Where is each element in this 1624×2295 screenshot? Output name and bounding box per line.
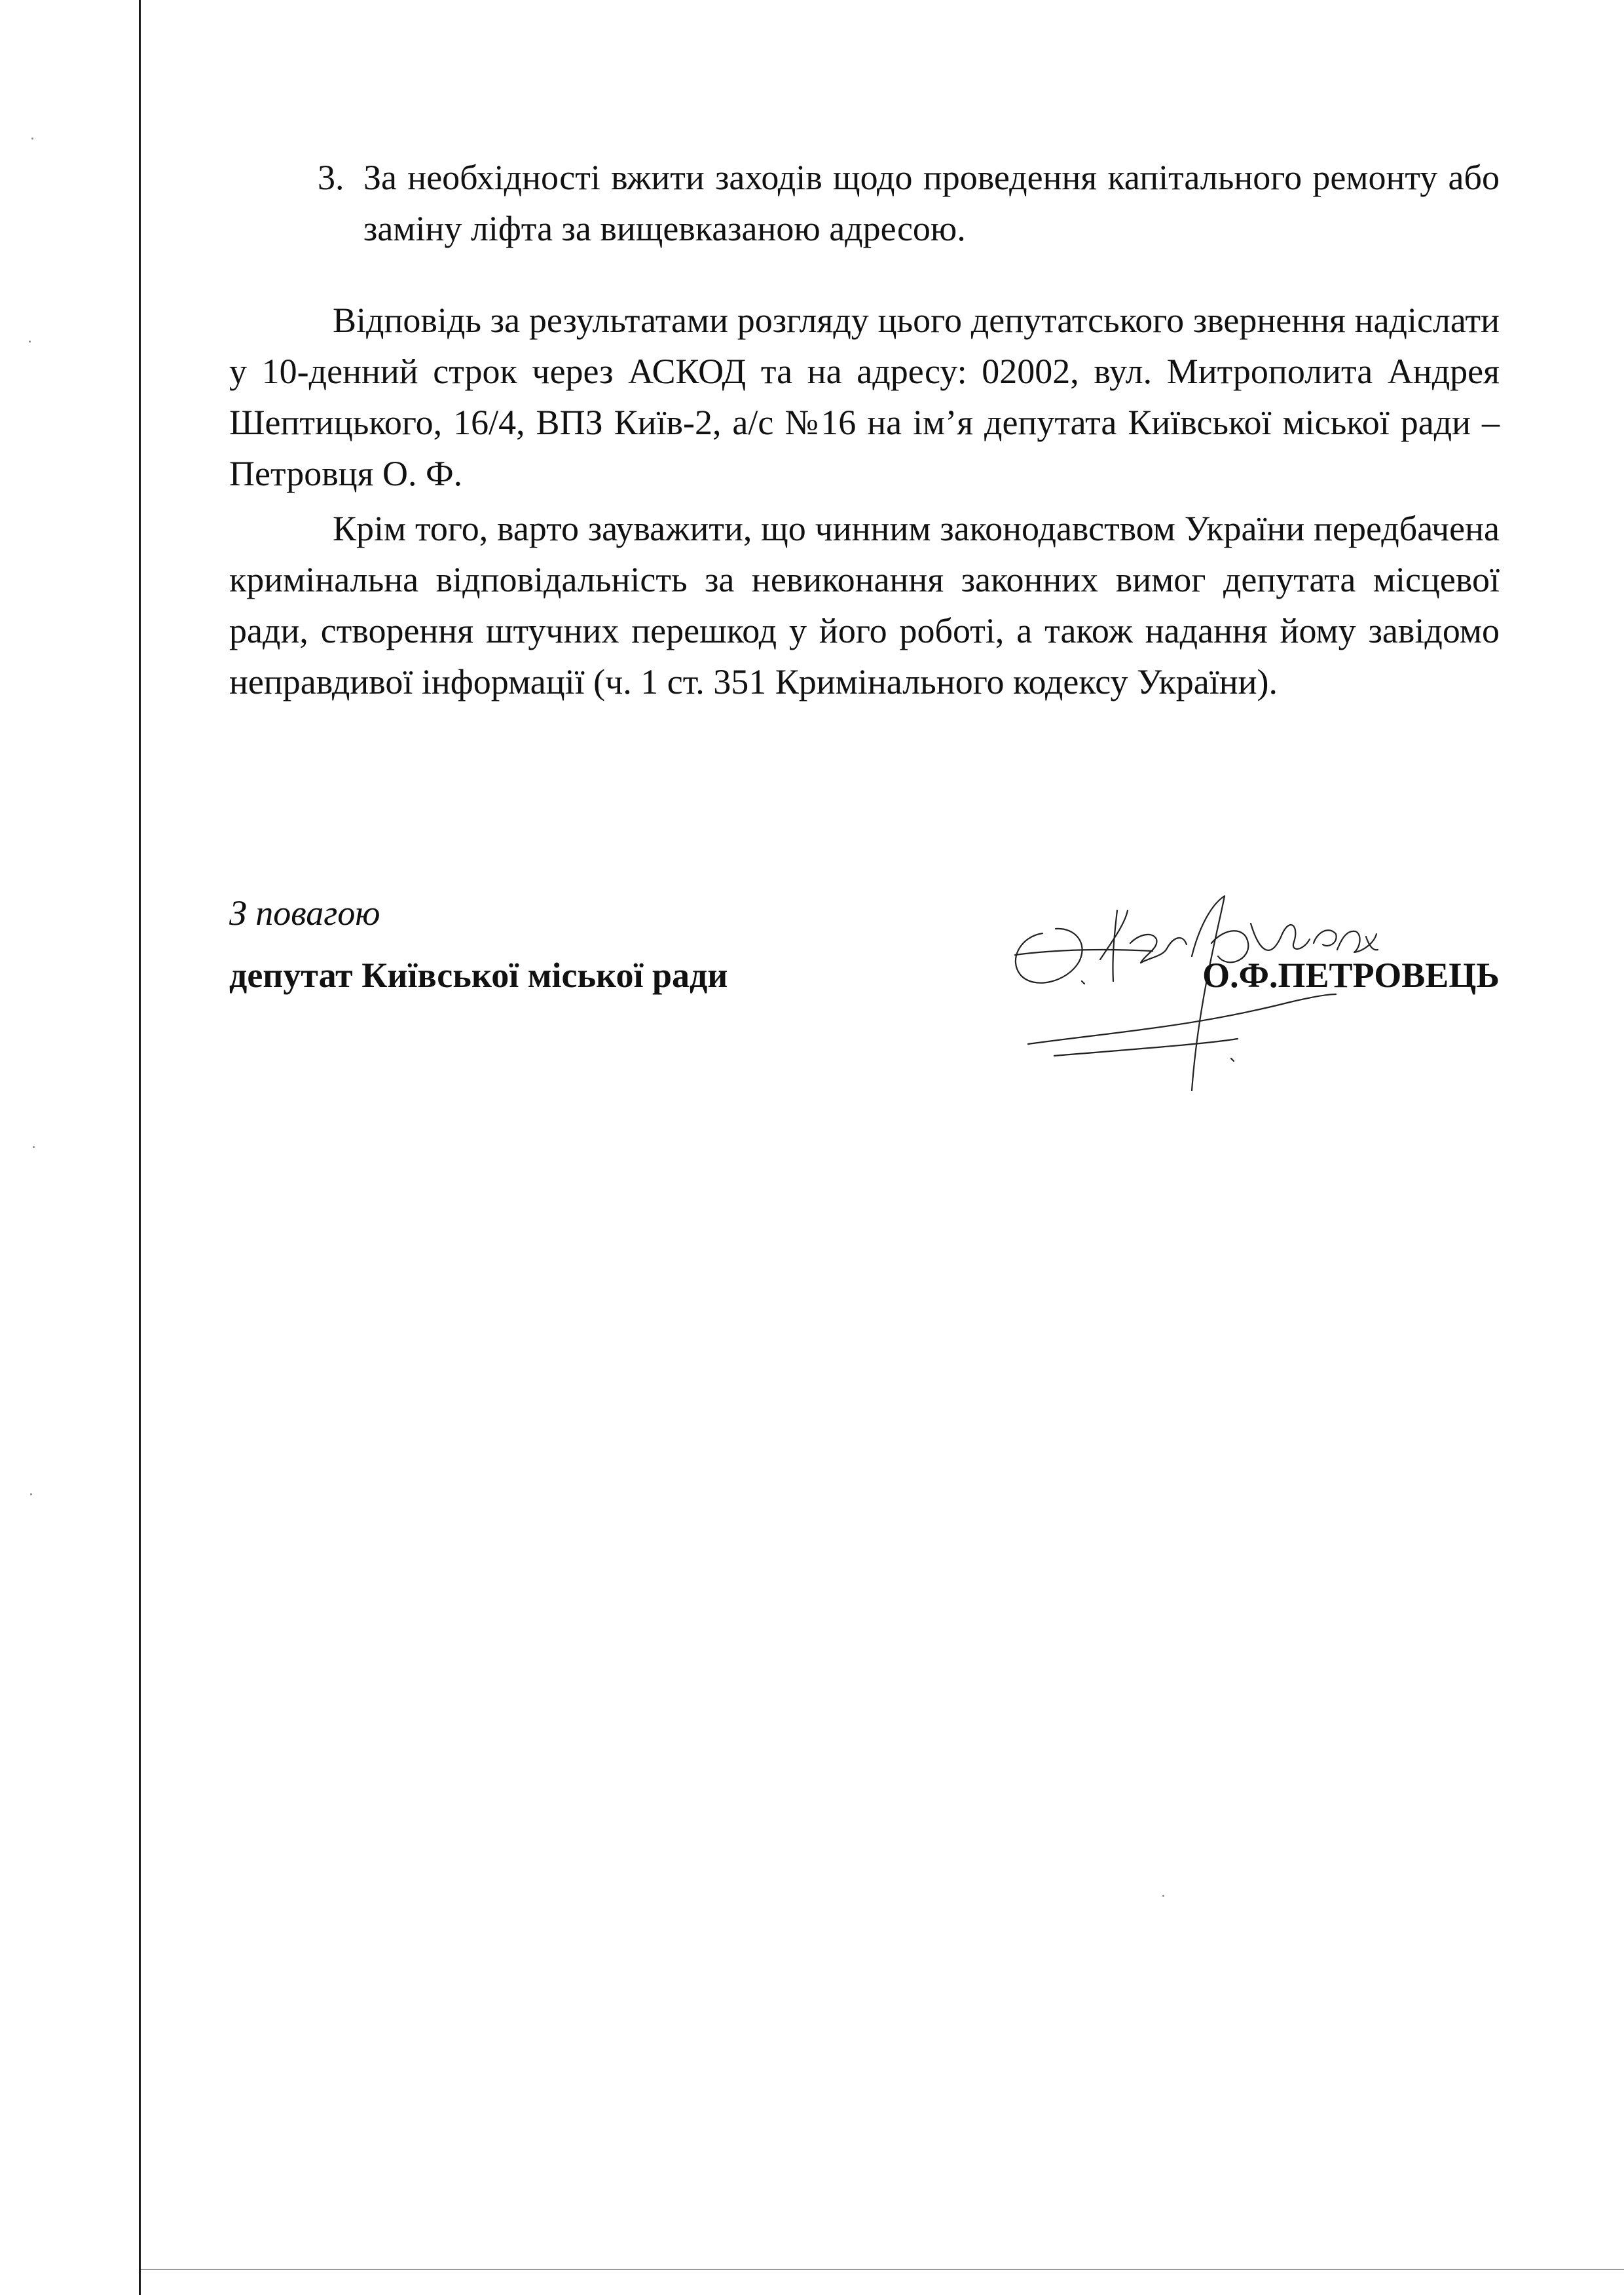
list-item-number: 3. xyxy=(318,158,344,197)
scan-speck xyxy=(29,341,31,343)
paragraph-legal-notice: Крім того, варто зауважити, що чинним законодавством України передбачена кримінальна відповідальність за невиконання законних вимог депутата місцевої ради, створення штучних перешкод у його роботі, а також надання йому завідомо неправдивої інформації (ч. 1 ст. 351 Кримінального кодексу України). xyxy=(229,509,1500,701)
paragraph-response-request: Відповідь за результатами розгляду цього депутатського звернення надіслати у 10-денний строк через АСКОД та на адресу: 02002, вул. Митрополита Андрея Шептицького, 16/4, ВПЗ Київ-2, а/с №16 на ім’я депутата Київської міської ради – Петровця О. Ф. xyxy=(229,301,1500,493)
scan-speck xyxy=(33,1146,35,1148)
signer-name: О.Ф.ПЕТРОВЕЦЬ xyxy=(1202,956,1500,995)
scan-left-edge xyxy=(139,0,141,2295)
closing-phrase: З повагою xyxy=(229,893,380,933)
scan-bottom-edge xyxy=(141,2269,1624,2270)
signer-position: депутат Київської міської ради xyxy=(229,956,728,995)
scan-speck xyxy=(30,1493,32,1495)
scan-speck xyxy=(31,138,33,140)
list-item-3 xyxy=(318,152,1500,254)
list-item-text: За необхідності вжити заходів щодо проведення капітального ремонту або заміну ліфта за вищевказаною адресою. xyxy=(363,158,1500,248)
scan-speck xyxy=(1162,1895,1164,1897)
